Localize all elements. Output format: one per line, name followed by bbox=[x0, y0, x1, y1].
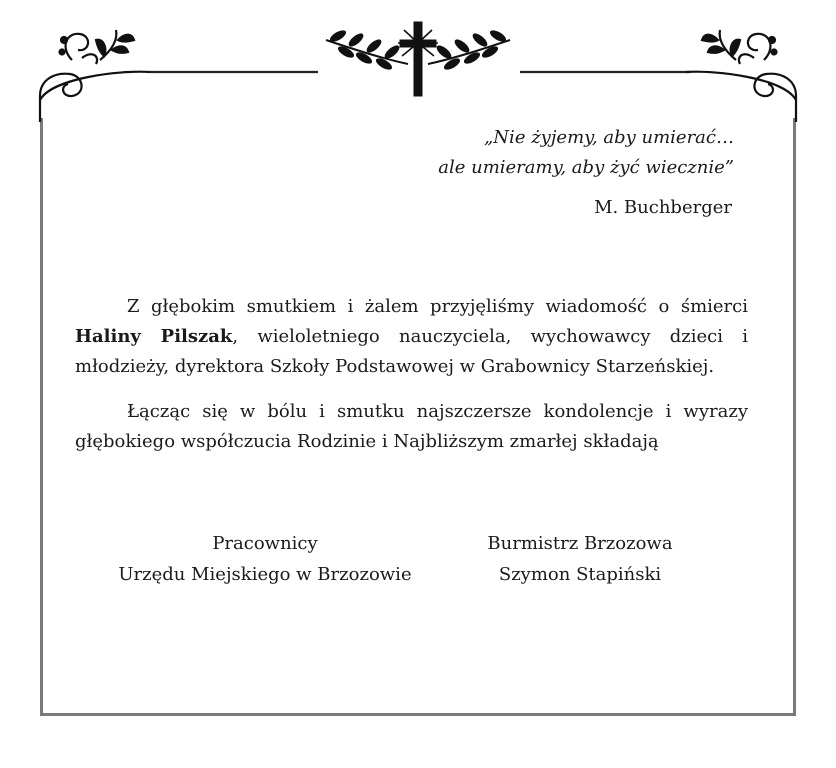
cross-icon bbox=[398, 22, 438, 96]
condolence-paragraph-1 bbox=[75, 292, 748, 382]
signature-left-line-2: Urzędu Miejskiego w Brzozowie bbox=[118, 564, 412, 585]
laurel-branch-icon bbox=[326, 28, 408, 72]
quote-line-1: „Nie żyjemy, aby umierać… bbox=[483, 127, 734, 148]
flourish-icon bbox=[40, 30, 150, 122]
flourish-icon bbox=[686, 30, 796, 122]
laurel-branch-icon bbox=[428, 28, 510, 72]
signature-left-line-1: Pracownicy bbox=[212, 533, 318, 554]
quote-line-2: ale umieramy, aby żyć wiecznie” bbox=[438, 157, 734, 178]
signature-right-line-1: Burmistrz Brzozowa bbox=[487, 533, 673, 554]
signature-right bbox=[460, 528, 700, 590]
paragraph-2-text: Łącząc się w bólu i smutku najszczersze kondolencje i wyrazy głębokiego współczucia Rodzinie i Najbliższym zmarłej składają bbox=[75, 401, 748, 452]
signature-right-line-2: Szymon Stapiński bbox=[498, 564, 662, 585]
quote bbox=[438, 123, 734, 183]
deceased-name: Haliny Pilszak bbox=[75, 326, 233, 347]
quote-author: M. Buchberger bbox=[594, 197, 732, 218]
condolence-paragraph-2 bbox=[75, 397, 748, 457]
paragraph-1-rest: , wieloletniego nauczyciela, wychowawcy dzieci i młodzieży, dyrektora Szkoły Podstawowej w Grabownicy Starzeńskiej. bbox=[75, 326, 748, 377]
top-ornament bbox=[0, 0, 836, 130]
signature-left bbox=[100, 528, 430, 590]
paragraph-1-intro: Z głębokim smutkiem i żalem przyjęliśmy wiadomość o śmierci bbox=[127, 296, 748, 317]
